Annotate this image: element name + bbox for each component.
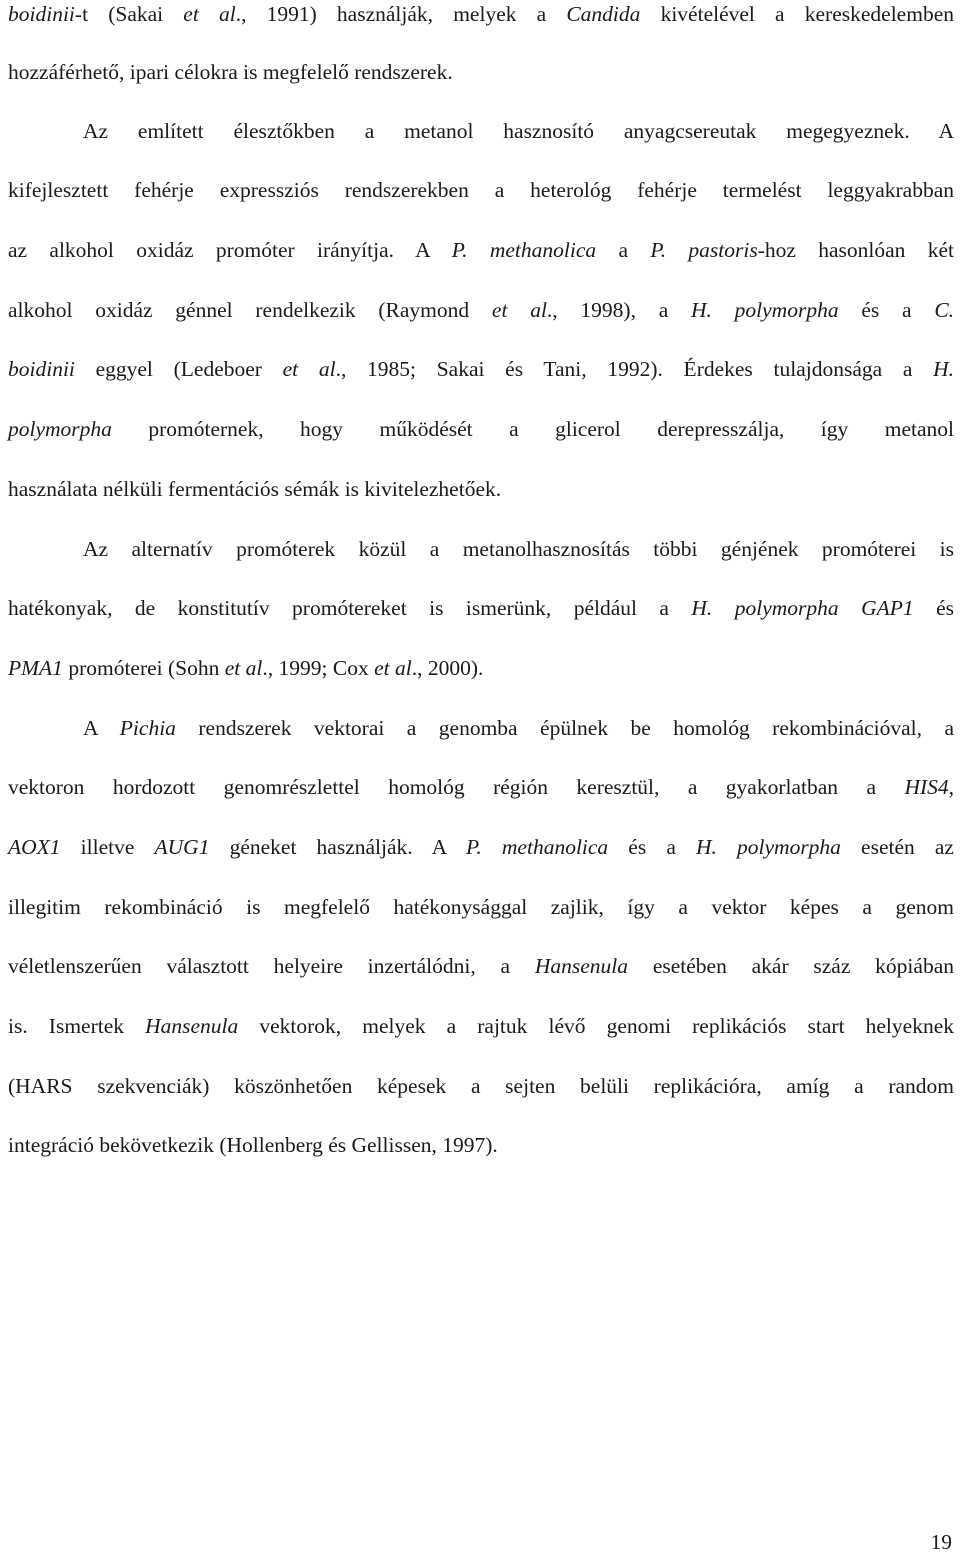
italic-text: boidinii: [8, 357, 75, 381]
italic-text: Hansenula: [534, 954, 629, 978]
italic-text: et al: [374, 656, 412, 680]
italic-text: H. polymorpha GAP1: [691, 596, 914, 620]
text-line: [8, 236, 954, 264]
italic-text: P. pastoris: [650, 238, 758, 262]
text-line: [8, 296, 954, 324]
italic-text: H. polymorpha: [696, 835, 841, 859]
text-span: -hoz hasonlóan két: [757, 238, 954, 262]
text-span: ., 1998), a: [546, 298, 692, 322]
text-span: vektoron hordozott genomrészlettel homológ régión keresztül, a gyakorlatban a: [8, 775, 905, 799]
text-line: [8, 952, 954, 980]
text-line: [8, 773, 954, 801]
text-line: [8, 58, 954, 86]
text-span: alkohol oxidáz génnel rendelkezik (Raymond: [8, 298, 492, 322]
text-span: ., 1999; Cox: [262, 656, 375, 680]
text-span: véletlenszerűen választott helyeire inzertálódni, a: [8, 954, 535, 978]
text-span: eggyel (Ledeboer: [74, 357, 283, 381]
text-span: -t (Sakai: [74, 2, 184, 26]
italic-text: Pichia: [119, 716, 176, 740]
italic-text: et al: [183, 2, 236, 26]
text-line: [8, 594, 954, 622]
italic-text: H. polymorpha: [691, 298, 839, 322]
text-span: hatékonyak, de konstitutív promótereket is ismerünk, például a: [8, 596, 692, 620]
text-span: kifejlesztett fehérje expressziós rendszerekben a heterológ fehérje termelést leggyakrabban: [8, 178, 954, 202]
italic-text: P. methanolica: [451, 238, 597, 262]
text-span: az alkohol oxidáz promóter irányítja. A: [8, 238, 452, 262]
text-span: promóternek, hogy működését a glicerol derepresszálja, így metanol: [111, 417, 954, 441]
text-line: [8, 475, 954, 503]
text-line: [8, 355, 954, 383]
text-line: [8, 535, 954, 563]
italic-text: AUG1: [154, 835, 210, 859]
text-span: (HARS szekvenciák) köszönhetően képesek a sejten belüli replikációra, amíg a random: [8, 1074, 954, 1098]
text-line: [8, 1012, 954, 1040]
text-span: Az említett élesztőkben a metanol hasznosító anyagcsereutak megegyeznek. A: [83, 119, 954, 143]
italic-text: et al: [282, 357, 336, 381]
italic-text: PMA1: [8, 656, 63, 680]
text-span: promóterei (Sohn: [62, 656, 225, 680]
italic-text: et al: [224, 656, 263, 680]
text-span: is. Ismertek: [8, 1014, 146, 1038]
italic-text: Candida: [566, 2, 641, 26]
text-span: illetve: [60, 835, 155, 859]
text-line: [8, 893, 954, 921]
text-line: [8, 654, 954, 682]
text-span: Az alternatív promóterek közül a metanolhasznosítás többi génjének promóterei is: [83, 537, 954, 561]
text-span: és a: [608, 835, 696, 859]
text-line: [8, 1131, 954, 1159]
text-span: A: [83, 716, 120, 740]
italic-text: AOX1: [8, 835, 61, 859]
italic-text: H.: [933, 357, 954, 381]
text-span: rendszerek vektorai a genomba épülnek be homológ rekombinációval, a: [175, 716, 955, 740]
text-span: ., 1991) használják, melyek a: [235, 2, 567, 26]
text-line: [8, 117, 954, 145]
text-span: kivételével a kereskedelemben: [640, 2, 954, 26]
text-span: integráció bekövetkezik (Hollenberg és Gellissen, 1997).: [8, 1133, 498, 1157]
text-span: ,: [948, 775, 954, 799]
text-span: ., 1985; Sakai és Tani, 1992). Érdekes tulajdonsága a: [335, 357, 934, 381]
text-span: és: [913, 596, 954, 620]
italic-text: polymorpha: [8, 417, 112, 441]
text-span: hozzáférhető, ipari célokra is megfelelő rendszerek.: [8, 60, 453, 84]
italic-text: C.: [934, 298, 955, 322]
italic-text: Hansenula: [145, 1014, 239, 1038]
text-span: géneket használják. A: [209, 835, 467, 859]
text-span: esetében akár száz kópiában: [628, 954, 954, 978]
text-line: [8, 0, 954, 28]
text-line: [8, 714, 954, 742]
page-number: 19: [930, 1530, 952, 1554]
text-span: a: [596, 238, 651, 262]
text-span: esetén az: [840, 835, 954, 859]
text-line: [8, 833, 954, 861]
italic-text: et al: [491, 298, 547, 322]
text-span: és a: [838, 298, 935, 322]
text-line: [8, 415, 954, 443]
text-span: illegitim rekombináció is megfelelő hatékonysággal zajlik, így a vektor képes a genom: [8, 895, 954, 919]
italic-text: boidinii: [8, 2, 75, 26]
italic-text: HIS4: [904, 775, 949, 799]
italic-text: P. methanolica: [466, 835, 609, 859]
text-span: ., 2000).: [411, 656, 484, 680]
text-span: használata nélküli fermentációs sémák is kivitelezhetőek.: [8, 477, 502, 501]
text-line: [8, 176, 954, 204]
text-line: [8, 1072, 954, 1100]
text-span: vektorok, melyek a rajtuk lévő genomi replikációs start helyeknek: [238, 1014, 954, 1038]
